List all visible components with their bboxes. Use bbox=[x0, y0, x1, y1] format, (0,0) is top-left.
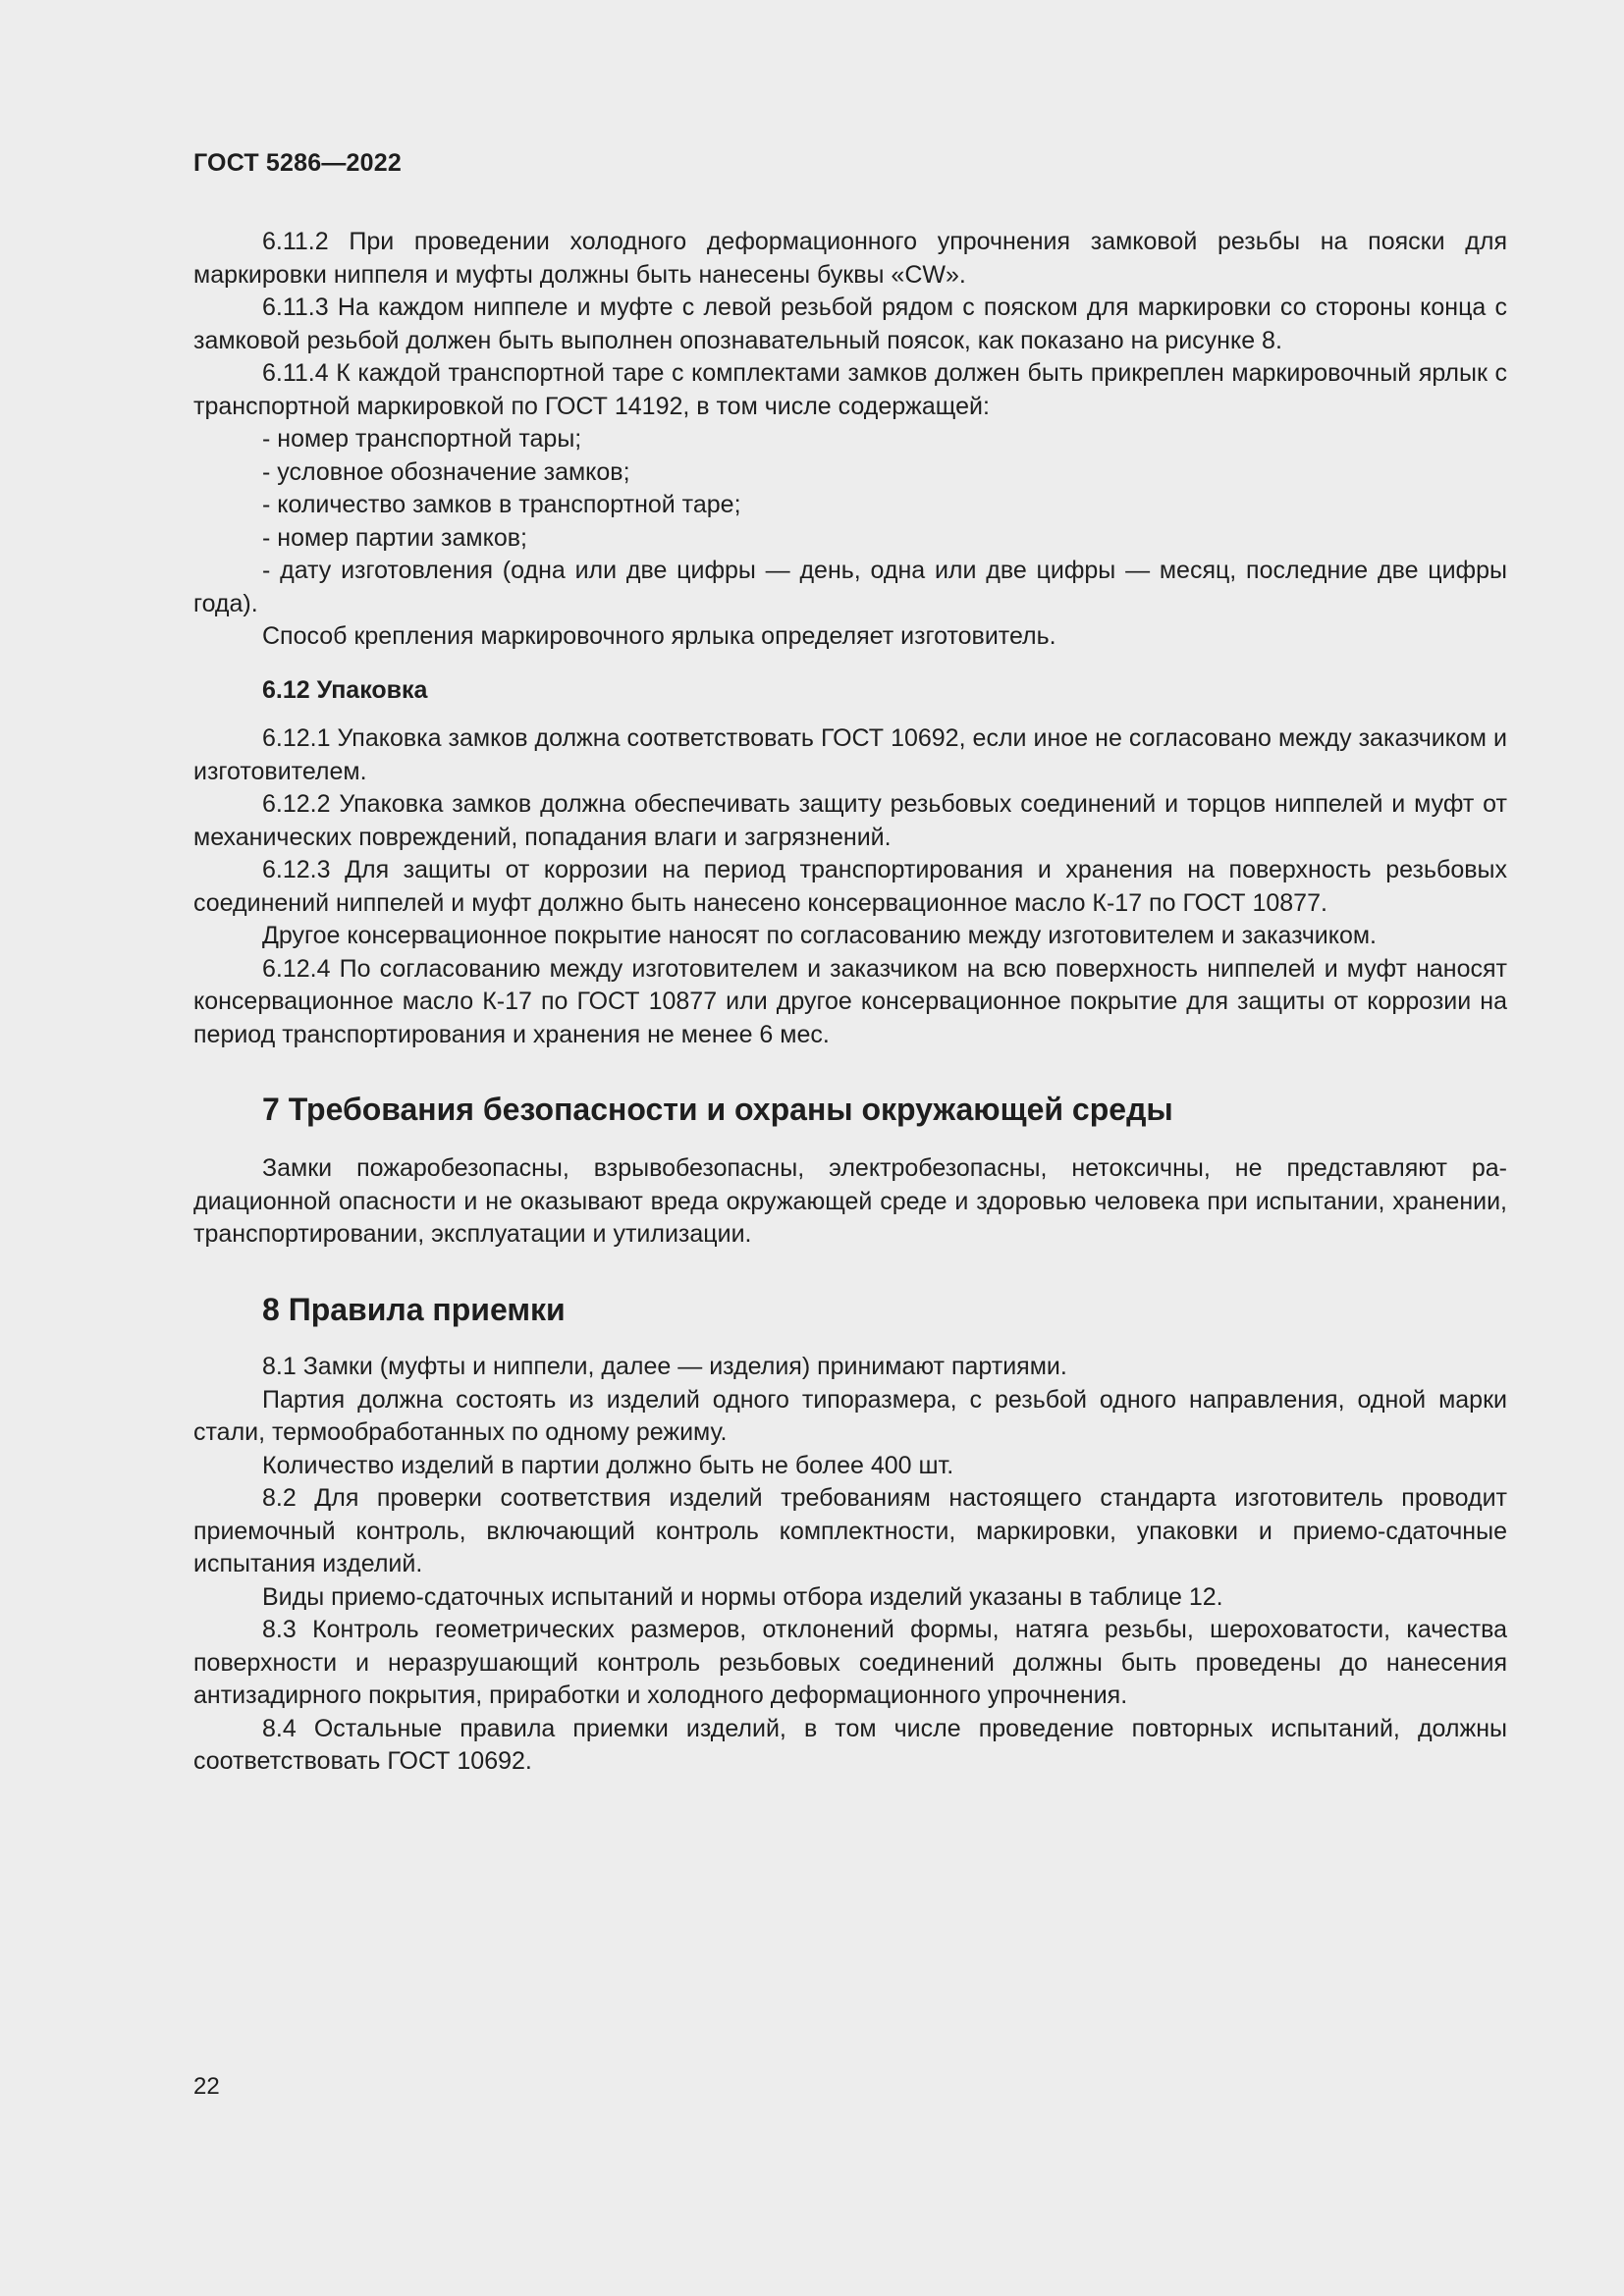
paragraph-8-3: 8.3 Контроль геометрических размеров, отклонений формы, натяга резьбы, шероховатости, качества поверхности и неразрушающий контроль резьбовых соединений должны быть проведены до нанесения антизадирного покрытия, приработки и холодного деформационного упрочнения. bbox=[193, 1616, 1507, 1709]
paragraph-6-12-2: 6.12.2 Упаковка замков должна обеспечивать защиту резьбовых соединений и торцов ниппелей и муфт от механических повреждений, попадания влаги и загрязнений. bbox=[193, 790, 1507, 851]
list-item: - количество замков в транспортной таре; bbox=[262, 491, 741, 518]
section-6-11-block bbox=[193, 226, 1507, 654]
paragraph-8-1-batch: Партия должна состоять из изделий одного типоразмера, с резьбой одного направления, одной марки стали, термообработанных по одному режиму. bbox=[193, 1385, 1507, 1446]
section-8-block bbox=[193, 1351, 1507, 1779]
paragraph-7-1: Замки пожаробезопасны, взрывобезопасны, электробезопасны, нетоксичны, не представляют радиационной опасности и не оказывают вреда окружающей среде и здоровью человека при испытании, хранении, транспортировании, эксплуатации и утилизации. bbox=[193, 1154, 1507, 1248]
paragraph-8-1-quantity: Количество изделий в партии должно быть не более 400 шт. bbox=[262, 1451, 954, 1479]
heading-6-12: 6.12 Упаковка bbox=[262, 676, 428, 704]
paragraph-8-1: 8.1 Замки (муфты и ниппели, далее — изделия) принимают партиями. bbox=[262, 1353, 1067, 1380]
list-item: - условное обозначение замков; bbox=[262, 457, 630, 486]
paragraph-8-2: 8.2 Для проверки соответствия изделий требованиям настоящего стандарта изготовитель проводит приемочный контроль, включающий контроль комплектности, маркировки, упаковки и приемо-сдаточные испытания изделий. bbox=[193, 1484, 1507, 1577]
section-6-12-block bbox=[193, 722, 1507, 1051]
page-number: 22 bbox=[193, 2073, 220, 2100]
paragraph-8-2-tests: Виды приемо-сдаточных испытаний и нормы отбора изделий указаны в таблице 12. bbox=[262, 1582, 1223, 1611]
list-item: - дату изготовления (одна или две цифры — день, одна или две цифры — месяц, последние две цифры года). bbox=[193, 557, 1507, 617]
list-item: - номер транспортной тары; bbox=[262, 425, 582, 453]
paragraph-6-11-3: 6.11.3 На каждом ниппеле и муфте с левой резьбой рядом с пояском для маркировки со стороны конца с замковой резьбой должен быть выполнен опознавательный поясок, как показано на рисунке 8. bbox=[193, 294, 1507, 354]
document-header: ГОСТ 5286—2022 bbox=[193, 149, 402, 177]
paragraph-8-4: 8.4 Остальные правила приемки изделий, в том числе проведение повторных испытаний, должны соответствовать ГОСТ 10692. bbox=[193, 1714, 1507, 1775]
paragraph-6-12-4: 6.12.4 По согласованию между изготовителем и заказчиком на всю поверхность ниппелей и муфт наносят консервационное масло К-17 по ГОСТ 10877 или другое консервационное покрытие для защиты от коррозии на период транспортирования и хранения не менее 6 мес. bbox=[193, 954, 1507, 1048]
paragraph-6-11-4: 6.11.4 К каждой транспортной таре с комплектами замков должен быть прикреплен маркировочный ярлык с транспортной маркировкой по ГОСТ 14192, в том числе содержащей: bbox=[193, 359, 1507, 420]
section-7-block bbox=[193, 1152, 1507, 1252]
list-item: - номер партии замков; bbox=[262, 523, 527, 552]
paragraph-6-12-1: 6.12.1 Упаковка замков должна соответствовать ГОСТ 10692, если иное не согласовано между заказчиком и изготовителем. bbox=[193, 724, 1507, 785]
heading-section-7: 7 Требования безопасности и охраны окружающей среды bbox=[262, 1092, 1173, 1127]
paragraph-6-12-3: 6.12.3 Для защиты от коррозии на период транспортирования и хранения на поверхность резьбовых соединений ниппелей и муфт должно быть нанесено консервационное масло К-17 по ГОСТ 10877. bbox=[193, 856, 1507, 917]
paragraph-6-12-3-cont: Другое консервационное покрытие наносят по согласованию между изготовителем и заказчиком. bbox=[262, 922, 1377, 949]
paragraph-label-method: Способ крепления маркировочного ярлыка определяет изготовитель. bbox=[262, 622, 1056, 650]
heading-section-8: 8 Правила приемки bbox=[262, 1292, 566, 1327]
paragraph-6-11-2: 6.11.2 При проведении холодного деформационного упрочнения замковой резьбы на пояски для маркировки ниппеля и муфты должны быть нанесены буквы «CW». bbox=[193, 228, 1507, 289]
